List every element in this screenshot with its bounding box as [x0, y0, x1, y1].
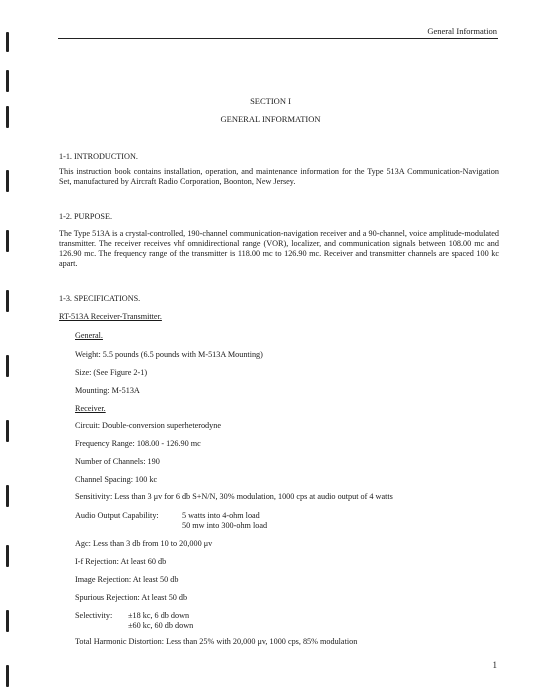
binding-mark	[6, 610, 9, 632]
spec-selectivity-value-1: ±18 kc, 6 db down	[128, 611, 190, 620]
spec-size: Size: (See Figure 2-1)	[75, 368, 148, 377]
binding-mark	[6, 665, 9, 687]
spec-channels: Number of Channels: 190	[75, 457, 160, 466]
binding-mark	[6, 70, 9, 92]
spec-audio-value-2: 50 mw into 300-ohm load	[182, 521, 268, 530]
spec-selectivity-value-2: ±60 kc, 60 db down	[128, 621, 194, 630]
spec-harmonic-distortion: Total Harmonic Distortion: Less than 25% with 20,000 μv, 1000 cps, 85% modulation	[75, 637, 358, 646]
spec-channel-spacing: Channel Spacing: 100 kc	[75, 475, 158, 484]
binding-mark	[6, 230, 9, 252]
spec-spurious-rejection: Spurious Rejection: At least 50 db	[75, 593, 188, 602]
running-header: General Information	[427, 26, 497, 36]
header-rule	[58, 38, 498, 39]
binding-mark	[6, 420, 9, 442]
binding-mark	[6, 545, 9, 567]
spec-sensitivity: Sensitivity: Less than 3 μv for 6 db S+N/N, 30% modulation, 1000 cps at audio output of 4 watts	[75, 492, 393, 501]
purpose-heading: 1-2. PURPOSE.	[59, 212, 113, 221]
spec-agc: Agc: Less than 3 db from 10 to 20,000 μv	[75, 539, 213, 548]
specifications-heading: 1-3. SPECIFICATIONS.	[59, 294, 141, 303]
intro-paragraph: This instruction book contains installation, operation, and maintenance information for the Type 513A Communication-Navigation Set, manufactured by Aircraft Radio Corporation, Boonton, New Jersey.	[59, 167, 499, 186]
section-title: GENERAL INFORMATION	[220, 114, 321, 124]
binding-mark	[6, 290, 9, 312]
section-number: SECTION I	[250, 96, 291, 106]
binding-mark	[6, 355, 9, 377]
purpose-paragraph: The Type 513A is a crystal-controlled, 190-channel communication-navigation receiver and a 90-channel, voice amplitude-modulated transmitter. The receiver receives vhf omnidirectional range (VOR), localizer, and communication signals between 108.00 mc and 126.90 mc. The frequency range of the transmitter is 118.00 mc to 126.90 mc. Receiver and transmitter channels are spaced 100 kc apart.	[59, 229, 499, 268]
binding-mark	[6, 485, 9, 507]
page-number: 1	[492, 660, 497, 670]
binding-mark	[6, 32, 9, 52]
unit-title: RT-513A Receiver-Transmitter.	[59, 312, 162, 321]
binding-mark	[6, 170, 9, 192]
spec-circuit: Circuit: Double-conversion superheterodyne	[75, 421, 221, 430]
general-label: General.	[75, 331, 103, 340]
spec-frequency-range: Frequency Range: 108.00 - 126.90 mc	[75, 439, 201, 448]
spec-weight: Weight: 5.5 pounds (6.5 pounds with M-513A Mounting)	[75, 350, 263, 359]
spec-audio-label: Audio Output Capability:	[75, 511, 159, 520]
spec-audio-value-1: 5 watts into 4-ohm load	[182, 511, 260, 520]
spec-mounting: Mounting: M-513A	[75, 386, 140, 395]
receiver-label: Receiver.	[75, 404, 106, 413]
intro-heading: 1-1. INTRODUCTION.	[59, 152, 138, 161]
spec-selectivity-label: Selectivity:	[75, 611, 113, 620]
spec-image-rejection: Image Rejection: At least 50 db	[75, 575, 179, 584]
spec-if-rejection: I-f Rejection: At least 60 db	[75, 557, 167, 566]
